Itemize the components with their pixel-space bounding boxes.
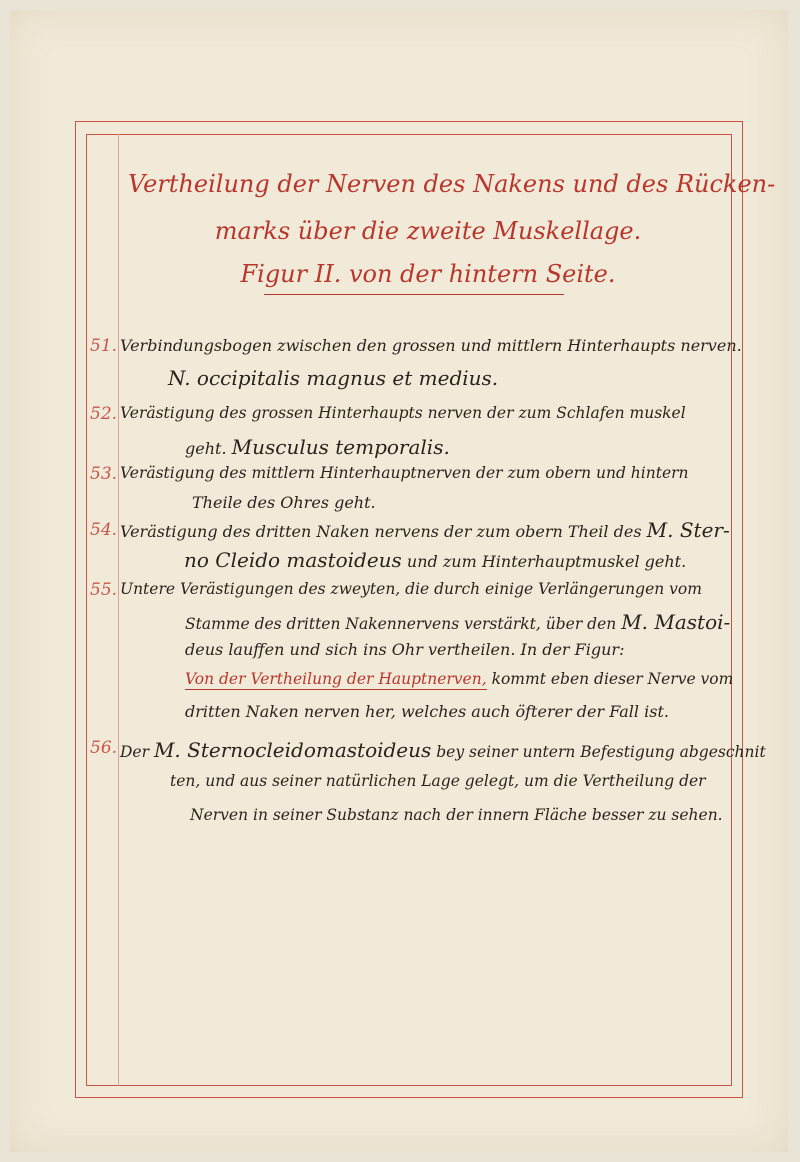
entry-number-51: 51. [90, 336, 118, 356]
entry-55-text-b: kommt eben dieser Nerve vom [491, 670, 734, 688]
entry-52-geht: geht. [185, 439, 227, 458]
title-line-2: marks über die zweite Muskellage. [214, 217, 642, 245]
title-line-1: Vertheilung der Nerven des Nakens und des Rücken- [128, 170, 776, 198]
entry-54-latin-a: M. Ster- [646, 518, 730, 542]
entry-number-52: 52. [90, 404, 118, 424]
entry-55-line-2 [185, 610, 730, 634]
entry-52-line-1: Verästigung des grossen Hinterhaupts nerven der zum Schlafen muskel [120, 404, 686, 422]
entry-54-line-2 [184, 548, 686, 572]
entry-number-53: 53. [90, 464, 118, 484]
entry-51-line-1: Verbindungsbogen zwischen den grossen und mittlern Hinterhaupts nerven. [120, 336, 742, 355]
entry-55-red-reference: Von der Vertheilung der Hauptnerven, [185, 670, 487, 688]
entry-56-latin: M. Sternocleidomastoideus [153, 738, 432, 762]
entry-51-line-2: N. occipitalis magnus et medius. [168, 366, 499, 390]
title-line-3: Figur II. von der hintern Seite. [240, 260, 616, 288]
entry-55-latin: M. Mastoi- [621, 610, 731, 634]
entry-56-line-3: Nerven in seiner Substanz nach der innern Fläche besser zu sehen. [190, 806, 723, 824]
entry-number-55: 55. [90, 580, 118, 600]
entry-55-line-5: dritten Naken nerven her, welches auch öfterer der Fall ist. [185, 702, 669, 721]
entry-55-line-4 [185, 670, 733, 688]
entry-53-line-2: Theile des Ohres geht. [192, 493, 376, 512]
entry-56-line-1 [120, 738, 766, 762]
entry-53-line-1: Verästigung des mittlern Hinterhauptnerven der zum obern und hintern [120, 464, 689, 482]
entry-54-text: Verästigung des dritten Naken nervens der zum obern Theil des [120, 522, 642, 541]
entry-52-latin: Musculus temporalis. [231, 435, 450, 459]
entry-54-latin-b: no Cleido mastoideus [184, 548, 402, 572]
entry-54-rest: und zum Hinterhauptmuskel geht. [406, 552, 687, 571]
entry-55-line-3: deus lauffen und sich ins Ohr vertheilen. In der Figur: [185, 640, 625, 659]
entry-55-line-1: Untere Verästigungen des zweyten, die durch einige Verlängerungen vom [120, 580, 702, 598]
margin-rule [118, 134, 119, 1086]
entry-number-56: 56. [90, 738, 118, 758]
entry-52-line-2 [185, 435, 450, 459]
manuscript-page [10, 10, 788, 1152]
entry-54-line-1 [120, 518, 730, 542]
title-underline [264, 294, 564, 295]
entry-56-line-2: ten, und aus seiner natürlichen Lage gelegt, um die Vertheilung der [170, 772, 706, 790]
entry-55-text: Stamme des dritten Nakennervens verstärkt, über den [185, 615, 617, 633]
entry-56-rest: bey seiner untern Befestigung abgeschnit [436, 743, 766, 761]
entry-56-der: Der [120, 743, 150, 761]
entry-number-54: 54. [90, 520, 118, 540]
